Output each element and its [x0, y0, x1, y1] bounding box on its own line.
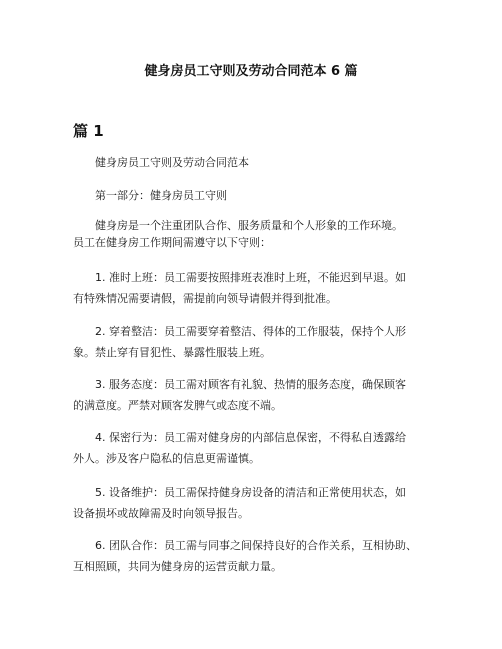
rule-5-line: 设备损坏或故障需及时向领导报告。 [73, 507, 249, 520]
rule-6-line: 互相照顾，共同为健身房的运营贡献力量。 [73, 560, 282, 573]
rule-2-line: 2. 穿着整洁：员工需要穿着整洁、得体的工作服装，保持个人形 [95, 325, 406, 338]
rule-1-line: 1. 准时上班：员工需要按照排班表准时上班，不能迟到早退。如 [95, 271, 406, 284]
subtitle-line: 健身房员工守则及劳动合同范本 [95, 156, 249, 169]
rule-3-line: 的满意度。严禁对顾客发脾气或态度不端。 [73, 399, 282, 412]
part-heading-line: 第一部分：健身房员工守则 [95, 189, 227, 202]
rule-2-line: 象。禁止穿有冒犯性、暴露性服装上班。 [73, 346, 271, 359]
section-heading: 篇 1 [73, 122, 104, 140]
paragraph-line: 员工在健身房工作期间需遵守以下守则： [73, 236, 271, 249]
rule-5-line: 5. 设备维护：员工需保持健身房设备的清洁和正常使用状态，如 [95, 486, 406, 499]
rule-6-line: 6. 团队合作：员工需与同事之间保持良好的合作关系，互相协助、 [95, 539, 417, 552]
paragraph-line: 健身房是一个注重团队合作、服务质量和个人形象的工作环境。 [95, 219, 403, 232]
rule-3-line: 3. 服务态度：员工需对顾客有礼貌、热情的服务态度，确保顾客 [95, 378, 406, 391]
rule-1-line: 有特殊情况需要请假，需提前向领导请假并得到批准。 [73, 292, 337, 305]
document-title: 健身房员工守则及劳动合同范本 6 篇 [144, 64, 358, 79]
rule-4-line: 4. 保密行为：员工需对健身房的内部信息保密，不得私自透露给 [95, 431, 406, 444]
rule-4-line: 外人。涉及客户隐私的信息更需谨慎。 [73, 452, 260, 465]
